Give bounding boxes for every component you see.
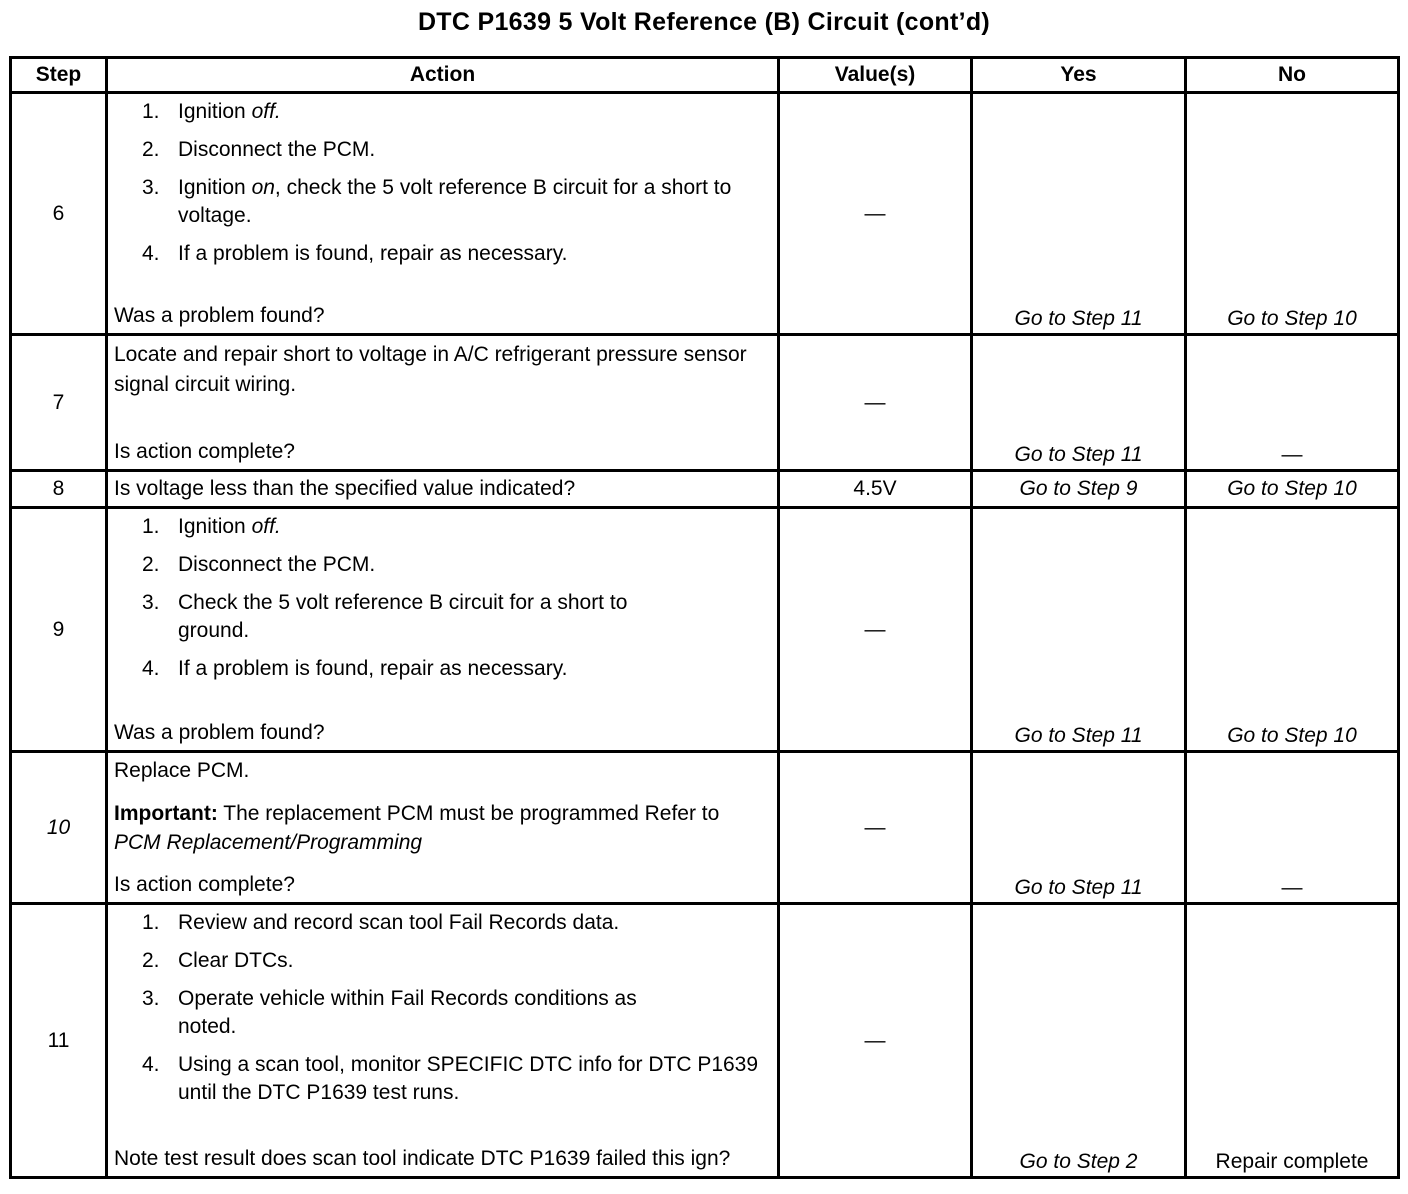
header-step: Step [11,58,107,93]
page-title: DTC P1639 5 Volt Reference (B) Circuit (cont’d) [417,8,991,36]
action-text: Replace PCM. [114,759,250,782]
value-cell: — [779,335,972,471]
table-row [11,335,1399,471]
header-no: No [1186,58,1399,93]
action-question: Note test result does scan tool indicate DTC P1639 failed this ign? [114,1147,731,1170]
yes-cell: Go to Step 11 [972,508,1186,752]
table-row [11,904,1399,1178]
action-list [114,909,771,1107]
no-cell: Repair complete [1186,904,1399,1178]
list-item: 4. If a problem is found, repair as necessary. [142,657,568,680]
action-question: Is action complete? [114,873,295,896]
action-cell [107,508,779,752]
table-row [11,93,1399,335]
step-number: 6 [11,93,107,335]
table-row [11,508,1399,752]
reference-link[interactable]: PCM Replacement/Programming [114,831,423,854]
table-row [11,471,1399,508]
list-item: 2. Disconnect the PCM. [142,553,376,576]
list-item: 3. Operate vehicle within Fail Records conditions as noted. [142,987,637,1038]
action-question: Was a problem found? [114,721,325,744]
yes-cell: Go to Step 11 [972,335,1186,471]
list-item: 3. Ignition on, check the 5 volt reference B circuit for a short to voltage. [142,176,732,227]
action-list [114,98,771,278]
list-item: 1. Review and record scan tool Fail Records data. [142,911,620,934]
list-item: 1. Ignition off. [142,100,281,123]
step-number: 8 [11,471,107,508]
step-number: 10 [11,752,107,904]
no-cell: — [1186,752,1399,904]
yes-cell: Go to Step 11 [972,93,1186,335]
yes-cell: Go to Step 11 [972,752,1186,904]
no-cell: Go to Step 10 [1186,508,1399,752]
step-number: 11 [11,904,107,1178]
diagnostic-table [9,56,1400,1179]
action-cell: Is voltage less than the specified value indicated? [107,471,779,508]
step-number: 9 [11,508,107,752]
list-item: 1. Ignition off. [142,515,281,538]
header-values: Value(s) [779,58,972,93]
header-yes: Yes [972,58,1186,93]
table-row [11,752,1399,904]
value-cell: — [779,904,972,1178]
no-cell: Go to Step 10 [1186,471,1399,508]
header-action: Action [107,58,779,93]
step-number: 7 [11,335,107,471]
header-row [11,58,1399,93]
value-cell: — [779,508,972,752]
action-question: Is action complete? [114,440,295,463]
action-question: Was a problem found? [114,304,325,327]
list-item: 4. If a problem is found, repair as necessary. [142,242,568,265]
value-cell: 4.5V [779,471,972,508]
yes-cell: Go to Step 2 [972,904,1186,1178]
list-item: 3. Check the 5 volt reference B circuit for a short to ground. [142,591,628,642]
action-cell [107,752,779,904]
action-cell [107,93,779,335]
yes-cell: Go to Step 9 [972,471,1186,508]
action-list [114,513,771,693]
action-cell [107,904,779,1178]
no-cell: — [1186,335,1399,471]
value-cell: — [779,752,972,904]
list-item: 4. Using a scan tool, monitor SPECIFIC DTC info for DTC P1639 until the DTC P1639 test runs. [142,1053,759,1104]
list-item: 2. Clear DTCs. [142,949,294,972]
no-cell: Go to Step 10 [1186,93,1399,335]
important-note: Important: The replacement PCM must be programmed Refer to PCM Replacement/Programming [114,802,720,854]
value-cell: — [779,93,972,335]
action-text: Locate and repair short to voltage in A/C refrigerant pressure sensor signal circuit wiring. [114,343,747,396]
list-item: 2. Disconnect the PCM. [142,138,376,161]
action-cell [107,335,779,471]
